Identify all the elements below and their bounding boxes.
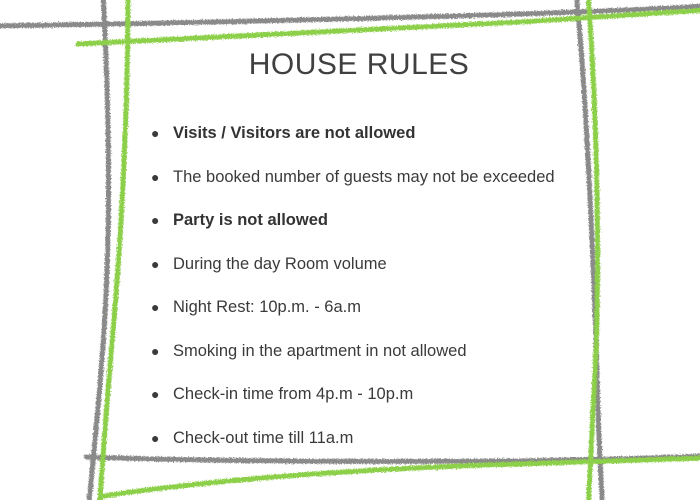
list-item: [148, 199, 668, 243]
rule-text: Visits / Visitors are not allowed: [173, 124, 416, 142]
rule-text: Check-out time till 11a.m: [173, 428, 354, 447]
rule-text: Night Rest: 10p.m. - 6a.m: [173, 298, 361, 316]
rule-text: The booked number of guests may not be exceeded: [173, 167, 555, 186]
bullet-icon: ●: [151, 342, 160, 359]
list-item: [148, 286, 668, 330]
bullet-icon: ●: [151, 386, 160, 402]
list-item: [148, 330, 668, 374]
list-item: [148, 243, 668, 287]
bullet-icon: ●: [151, 212, 160, 228]
bullet-icon: ●: [151, 125, 160, 141]
list-item: [148, 417, 668, 461]
rule-text: Smoking in the apartment in not allowed: [173, 341, 467, 360]
list-item: [148, 112, 668, 156]
rule-text: Party is not allowed: [173, 211, 328, 229]
list-item: [148, 156, 668, 200]
bullet-icon: ●: [151, 299, 160, 315]
rule-text: Check-in time from 4p.m - 10p.m: [173, 385, 414, 403]
rules-list: [148, 112, 668, 460]
page-title: HOUSE RULES: [248, 48, 470, 81]
bullet-icon: ●: [151, 255, 160, 272]
rule-text: During the day Room volume: [173, 254, 387, 273]
bullet-icon: ●: [151, 168, 160, 185]
bullet-icon: ●: [151, 429, 160, 446]
list-item: [148, 373, 668, 417]
